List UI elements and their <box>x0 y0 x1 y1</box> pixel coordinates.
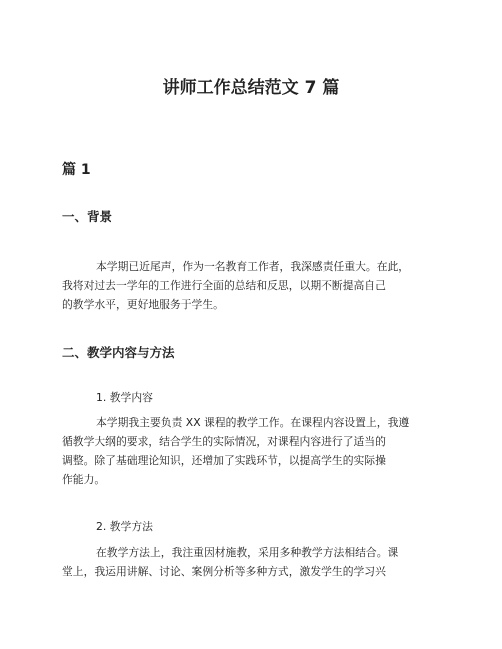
heading-content-methods: 二、教学内容与方法 <box>62 345 175 360</box>
section-heading: 篇 1 <box>62 162 91 178</box>
content-paragraph <box>62 413 409 489</box>
paragraph-line: 的教学水平，更好地服务于学生。 <box>62 298 224 311</box>
paragraph-line: 调整。除了基础理论知识，还增加了实践环节，以提高学生的实际操 <box>62 454 386 467</box>
paragraph-line: 循教学大纲的要求，结合学生的实际情况，对课程内容进行了适当的 <box>62 435 386 448</box>
methods-paragraph <box>62 543 398 581</box>
background-paragraph <box>62 257 409 314</box>
paragraph-line: 作能力。 <box>62 473 106 486</box>
document-title: 讲师工作总结范文 7 篇 <box>162 78 340 98</box>
paragraph-line: 堂上，我运用讲解、讨论、案例分析等多种方式，激发学生的学习兴 <box>62 565 386 578</box>
heading-background: 一、背景 <box>62 209 113 224</box>
paragraph-line: 我将对过去一学年的工作进行全面的总结和反思，以期不断提高自己 <box>62 279 386 292</box>
subsection-label-content: 1. 教学内容 <box>96 391 153 404</box>
paragraph-line: 本学期我主要负责 XX 课程的教学工作。在课程内容设置上，我遵 <box>96 416 410 429</box>
subsection-label-methods: 2. 教学方法 <box>96 520 153 533</box>
paragraph-line: 本学期已近尾声，作为一名教育工作者，我深感责任重大。在此， <box>96 260 410 273</box>
paragraph-line: 在教学方法上，我注重因材施教，采用多种教学方法相结合。课 <box>96 546 399 559</box>
